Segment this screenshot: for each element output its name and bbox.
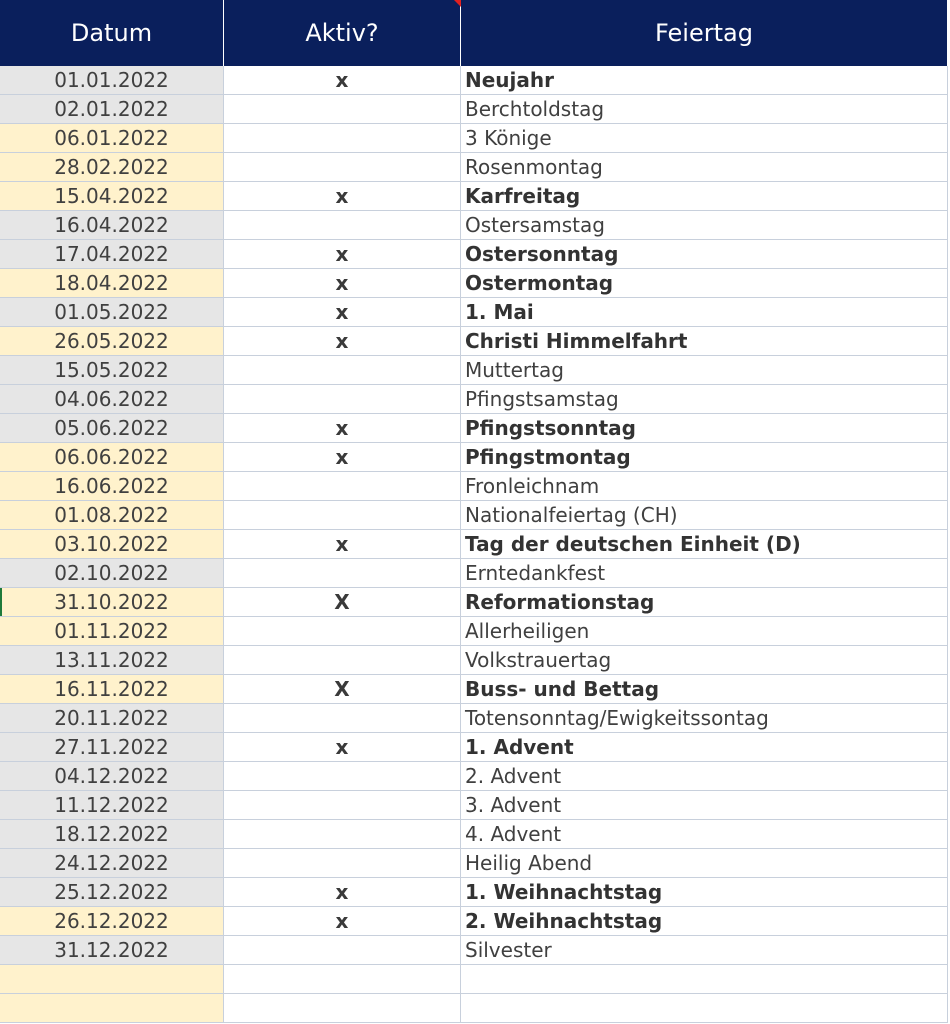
date-cell[interactable]: 31.10.2022 [0, 588, 224, 617]
date-cell[interactable]: 31.12.2022 [0, 936, 224, 965]
holiday-name-cell[interactable]: Pfingstsonntag [461, 414, 948, 443]
holiday-name-cell[interactable]: Ostermontag [461, 269, 948, 298]
aktiv-cell[interactable] [224, 849, 461, 878]
aktiv-cell[interactable]: x [224, 878, 461, 907]
aktiv-cell[interactable] [224, 994, 461, 1023]
table-row [0, 588, 948, 617]
date-cell[interactable]: 01.11.2022 [0, 617, 224, 646]
aktiv-cell[interactable] [224, 95, 461, 124]
holiday-name-cell[interactable]: Tag der deutschen Einheit (D) [461, 530, 948, 559]
table-row [0, 530, 948, 559]
table-row [0, 704, 948, 733]
date-cell[interactable]: 28.02.2022 [0, 153, 224, 182]
holiday-name-cell[interactable]: Allerheiligen [461, 617, 948, 646]
table-row [0, 211, 948, 240]
table-row [0, 501, 948, 530]
date-cell[interactable]: 13.11.2022 [0, 646, 224, 675]
holiday-name-cell[interactable]: Heilig Abend [461, 849, 948, 878]
aktiv-cell[interactable] [224, 385, 461, 414]
table-row [0, 269, 948, 298]
aktiv-cell[interactable] [224, 211, 461, 240]
table-row [0, 617, 948, 646]
table-row [0, 182, 948, 211]
table-row [0, 762, 948, 791]
table-row [0, 965, 948, 994]
aktiv-cell[interactable]: x [224, 907, 461, 936]
aktiv-cell[interactable]: x [224, 298, 461, 327]
aktiv-cell[interactable] [224, 501, 461, 530]
holiday-name-cell[interactable]: Neujahr [461, 66, 948, 95]
date-cell[interactable]: 20.11.2022 [0, 704, 224, 733]
date-cell[interactable]: 15.04.2022 [0, 182, 224, 211]
aktiv-cell[interactable]: x [224, 269, 461, 298]
date-cell[interactable] [0, 994, 224, 1023]
holiday-name-cell[interactable]: 1. Weihnachtstag [461, 878, 948, 907]
table-row [0, 298, 948, 327]
holiday-name-cell[interactable]: Nationalfeiertag (CH) [461, 501, 948, 530]
holiday-name-cell[interactable] [461, 994, 948, 1023]
column-header-datum[interactable]: Datum [0, 0, 224, 66]
date-cell[interactable]: 26.05.2022 [0, 327, 224, 356]
table-row [0, 791, 948, 820]
holiday-name-cell[interactable]: 1. Advent [461, 733, 948, 762]
aktiv-cell[interactable] [224, 153, 461, 182]
aktiv-cell[interactable] [224, 124, 461, 153]
column-header-feiertag[interactable]: Feiertag [461, 0, 947, 66]
table-row [0, 240, 948, 269]
aktiv-cell[interactable] [224, 762, 461, 791]
holiday-name-cell[interactable]: Muttertag [461, 356, 948, 385]
date-cell[interactable]: 04.06.2022 [0, 385, 224, 414]
aktiv-cell[interactable] [224, 617, 461, 646]
date-cell[interactable]: 02.01.2022 [0, 95, 224, 124]
aktiv-cell[interactable] [224, 791, 461, 820]
holiday-name-cell[interactable]: Buss- und Bettag [461, 675, 948, 704]
holiday-name-cell[interactable]: Erntedankfest [461, 559, 948, 588]
aktiv-cell[interactable]: x [224, 66, 461, 95]
comment-indicator-icon [454, 0, 461, 7]
date-cell[interactable]: 26.12.2022 [0, 907, 224, 936]
aktiv-cell[interactable] [224, 356, 461, 385]
holiday-name-cell[interactable]: 4. Advent [461, 820, 948, 849]
holiday-name-cell[interactable]: Karfreitag [461, 182, 948, 211]
table-row [0, 675, 948, 704]
date-cell[interactable]: 03.10.2022 [0, 530, 224, 559]
holiday-name-cell[interactable]: 2. Advent [461, 762, 948, 791]
date-cell[interactable]: 01.05.2022 [0, 298, 224, 327]
aktiv-cell[interactable] [224, 965, 461, 994]
aktiv-cell[interactable]: X [224, 588, 461, 617]
aktiv-cell[interactable]: x [224, 414, 461, 443]
table-row [0, 907, 948, 936]
table-row [0, 95, 948, 124]
aktiv-cell[interactable]: x [224, 182, 461, 211]
table-row [0, 820, 948, 849]
aktiv-cell[interactable]: x [224, 733, 461, 762]
date-cell[interactable]: 27.11.2022 [0, 733, 224, 762]
table-row [0, 646, 948, 675]
aktiv-cell[interactable] [224, 936, 461, 965]
date-cell[interactable]: 06.01.2022 [0, 124, 224, 153]
table-row [0, 327, 948, 356]
holiday-name-cell[interactable] [461, 965, 948, 994]
aktiv-cell[interactable]: x [224, 240, 461, 269]
date-cell[interactable]: 16.06.2022 [0, 472, 224, 501]
column-header-aktiv[interactable]: Aktiv? [224, 0, 461, 66]
holiday-name-cell[interactable]: Reformationstag [461, 588, 948, 617]
date-cell[interactable]: 02.10.2022 [0, 559, 224, 588]
date-cell[interactable]: 15.05.2022 [0, 356, 224, 385]
table-row [0, 994, 948, 1023]
table-row [0, 153, 948, 182]
date-cell[interactable]: 16.11.2022 [0, 675, 224, 704]
date-cell[interactable]: 01.01.2022 [0, 66, 224, 95]
holiday-name-cell[interactable]: Fronleichnam [461, 472, 948, 501]
date-cell[interactable]: 16.04.2022 [0, 211, 224, 240]
holiday-name-cell[interactable]: Ostersonntag [461, 240, 948, 269]
holiday-name-cell[interactable]: Rosenmontag [461, 153, 948, 182]
date-cell[interactable]: 17.04.2022 [0, 240, 224, 269]
table-row [0, 356, 948, 385]
date-cell[interactable]: 05.06.2022 [0, 414, 224, 443]
aktiv-cell[interactable]: x [224, 443, 461, 472]
table-row [0, 936, 948, 965]
date-cell[interactable]: 18.04.2022 [0, 269, 224, 298]
date-cell[interactable]: 25.12.2022 [0, 878, 224, 907]
date-cell[interactable] [0, 965, 224, 994]
aktiv-cell[interactable] [224, 559, 461, 588]
table-row [0, 385, 948, 414]
table-row [0, 878, 948, 907]
holiday-name-cell[interactable]: 1. Mai [461, 298, 948, 327]
holiday-name-cell[interactable]: 2. Weihnachtstag [461, 907, 948, 936]
aktiv-cell[interactable]: x [224, 530, 461, 559]
holiday-name-cell[interactable]: Ostersamstag [461, 211, 948, 240]
table-row [0, 559, 948, 588]
holiday-name-cell[interactable]: Silvester [461, 936, 948, 965]
holiday-name-cell[interactable]: Totensonntag/Ewigkeitssontag [461, 704, 948, 733]
holiday-name-cell[interactable]: 3 Könige [461, 124, 948, 153]
table-row [0, 443, 948, 472]
date-cell[interactable]: 11.12.2022 [0, 791, 224, 820]
holiday-name-cell[interactable]: Pfingstmontag [461, 443, 948, 472]
holiday-name-cell[interactable]: 3. Advent [461, 791, 948, 820]
date-cell[interactable]: 24.12.2022 [0, 849, 224, 878]
table-row [0, 124, 948, 153]
holiday-name-cell[interactable]: Christi Himmelfahrt [461, 327, 948, 356]
holiday-name-cell[interactable]: Pfingstsamstag [461, 385, 948, 414]
date-cell[interactable]: 04.12.2022 [0, 762, 224, 791]
row-selection-marker [0, 588, 2, 616]
aktiv-cell[interactable]: X [224, 675, 461, 704]
table-row [0, 66, 948, 95]
table-row [0, 733, 948, 762]
date-cell[interactable]: 18.12.2022 [0, 820, 224, 849]
aktiv-cell[interactable] [224, 472, 461, 501]
aktiv-cell[interactable] [224, 646, 461, 675]
table-row [0, 849, 948, 878]
table-row [0, 472, 948, 501]
aktiv-cell[interactable] [224, 820, 461, 849]
date-cell[interactable]: 01.08.2022 [0, 501, 224, 530]
holiday-name-cell[interactable]: Berchtoldstag [461, 95, 948, 124]
table-row [0, 414, 948, 443]
aktiv-cell[interactable]: x [224, 327, 461, 356]
holiday-name-cell[interactable]: Volkstrauertag [461, 646, 948, 675]
aktiv-cell[interactable] [224, 704, 461, 733]
date-cell[interactable]: 06.06.2022 [0, 443, 224, 472]
